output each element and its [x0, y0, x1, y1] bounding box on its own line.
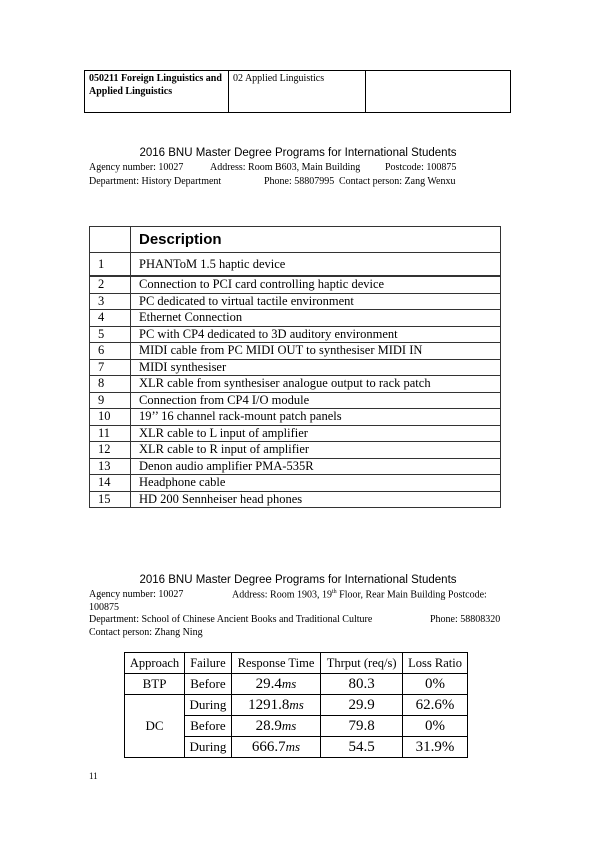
approach-cell: DC	[125, 695, 185, 758]
response-time-cell	[231, 716, 320, 737]
response-time-unit: ms	[289, 696, 304, 712]
item-number: 3	[90, 293, 131, 310]
item-number: 9	[90, 392, 131, 409]
postcode: Postcode: 100875	[385, 162, 457, 173]
response-time-unit: ms	[285, 738, 301, 754]
header-description-cell: Description	[131, 227, 501, 253]
table-row	[90, 458, 501, 475]
item-description: Connection from CP4 I/O module	[131, 392, 501, 409]
response-time-cell	[231, 737, 320, 758]
item-description: XLR cable to R input of amplifier	[131, 442, 501, 459]
item-number: 7	[90, 359, 131, 376]
table-row	[90, 310, 501, 327]
item-number: 4	[90, 310, 131, 327]
item-description: MIDI synthesiser	[131, 359, 501, 376]
column-header: Loss Ratio	[403, 653, 468, 674]
equipment-table	[89, 226, 501, 508]
throughput-cell: 80.3	[321, 674, 403, 695]
item-description: Connection to PCI card controlling haptic device	[131, 276, 501, 293]
item-description: 19’’ 16 channel rack-mount patch panels	[131, 409, 501, 426]
program-code-cell: 050211 Foreign Linguistics and Applied Linguistics	[85, 71, 229, 113]
table-row	[125, 674, 468, 695]
page-number: 11	[89, 771, 98, 781]
item-description: Denon audio amplifier PMA-535R	[131, 458, 501, 475]
section-heading-2: 2016 BNU Master Degree Programs for International Students	[139, 574, 457, 586]
table-row	[90, 392, 501, 409]
contact-person: Contact person: Zang Wenxu	[339, 176, 456, 187]
item-number: 13	[90, 458, 131, 475]
item-number: 10	[90, 409, 131, 426]
table-row	[90, 359, 501, 376]
phone-2: Phone: 58808320	[430, 614, 501, 625]
table-row	[85, 71, 511, 113]
response-time-cell	[231, 674, 320, 695]
table-row	[90, 276, 501, 293]
empty-cell	[366, 71, 511, 113]
table-header-row	[90, 227, 501, 253]
item-number: 5	[90, 326, 131, 343]
program-table	[84, 70, 511, 113]
throughput-cell: 54.5	[321, 737, 403, 758]
item-description: PC with CP4 dedicated to 3D auditory environment	[131, 326, 501, 343]
department: Department: History Department	[89, 176, 222, 187]
response-time-cell	[231, 695, 320, 716]
table-row	[90, 491, 501, 508]
section-heading: 2016 BNU Master Degree Programs for International Students	[139, 147, 457, 159]
table-header-row	[125, 653, 468, 674]
item-number: 11	[90, 425, 131, 442]
item-number: 12	[90, 442, 131, 459]
failure-cell: During	[185, 737, 232, 758]
agency-number-2: Agency number: 10027	[89, 589, 184, 600]
item-description: Headphone cable	[131, 475, 501, 492]
failure-cell: Before	[185, 716, 232, 737]
response-time-value: 1291.8	[248, 696, 290, 713]
table-row	[90, 376, 501, 393]
response-time-value: 29.4	[255, 675, 282, 692]
table-row	[90, 326, 501, 343]
item-description: MIDI cable from PC MIDI OUT to synthesiser MIDI IN	[131, 343, 501, 360]
item-number: 8	[90, 376, 131, 393]
response-time-unit: ms	[281, 675, 297, 691]
header-number-cell	[90, 227, 131, 253]
item-number: 14	[90, 475, 131, 492]
table-row	[90, 293, 501, 310]
item-number: 1	[90, 253, 131, 277]
throughput-cell: 79.8	[321, 716, 403, 737]
failure-cell: Before	[185, 674, 232, 695]
throughput-cell: 29.9	[321, 695, 403, 716]
column-header: Thrput (req/s)	[321, 653, 403, 674]
agency-number: Agency number: 10027	[89, 162, 184, 173]
column-header: Response Time	[231, 653, 320, 674]
table-row	[125, 695, 468, 716]
postcode-2: 100875	[89, 602, 119, 613]
item-description: XLR cable from synthesiser analogue output to rack patch	[131, 376, 501, 393]
loss-ratio-cell: 62.6%	[403, 695, 468, 716]
department-2: Department: School of Chinese Ancient Books and Traditional Culture	[89, 614, 373, 625]
address-2: Address: Room 1903, 19th Floor, Rear Main Building Postcode:	[232, 589, 487, 601]
item-description: PHANToM 1.5 haptic device	[131, 253, 501, 277]
approach-cell: BTP	[125, 674, 185, 695]
table-row	[90, 475, 501, 492]
address: Address: Room B603, Main Building	[210, 162, 361, 173]
response-time-value: 28.9	[255, 717, 282, 734]
phone: Phone: 58807995	[264, 176, 335, 187]
table-row	[90, 409, 501, 426]
table-row	[90, 343, 501, 360]
table-row	[90, 425, 501, 442]
response-time-value: 666.7	[251, 738, 286, 755]
program-direction-cell: 02 Applied Linguistics	[229, 71, 366, 113]
column-header: Approach	[125, 653, 185, 674]
column-header: Failure	[185, 653, 232, 674]
item-number: 6	[90, 343, 131, 360]
item-description: Ethernet Connection	[131, 310, 501, 327]
item-description: HD 200 Sennheiser head phones	[131, 491, 501, 508]
loss-ratio-cell: 0%	[403, 674, 468, 695]
table-row	[90, 253, 501, 277]
results-table	[124, 652, 468, 758]
response-time-unit: ms	[281, 717, 297, 733]
contact-person-2: Contact person: Zhang Ning	[89, 627, 203, 638]
loss-ratio-cell: 0%	[403, 716, 468, 737]
item-description: XLR cable to L input of amplifier	[131, 425, 501, 442]
failure-cell: During	[185, 695, 232, 716]
table-row	[90, 442, 501, 459]
loss-ratio-cell: 31.9%	[403, 737, 468, 758]
item-number: 2	[90, 276, 131, 293]
item-description: PC dedicated to virtual tactile environment	[131, 293, 501, 310]
item-number: 15	[90, 491, 131, 508]
